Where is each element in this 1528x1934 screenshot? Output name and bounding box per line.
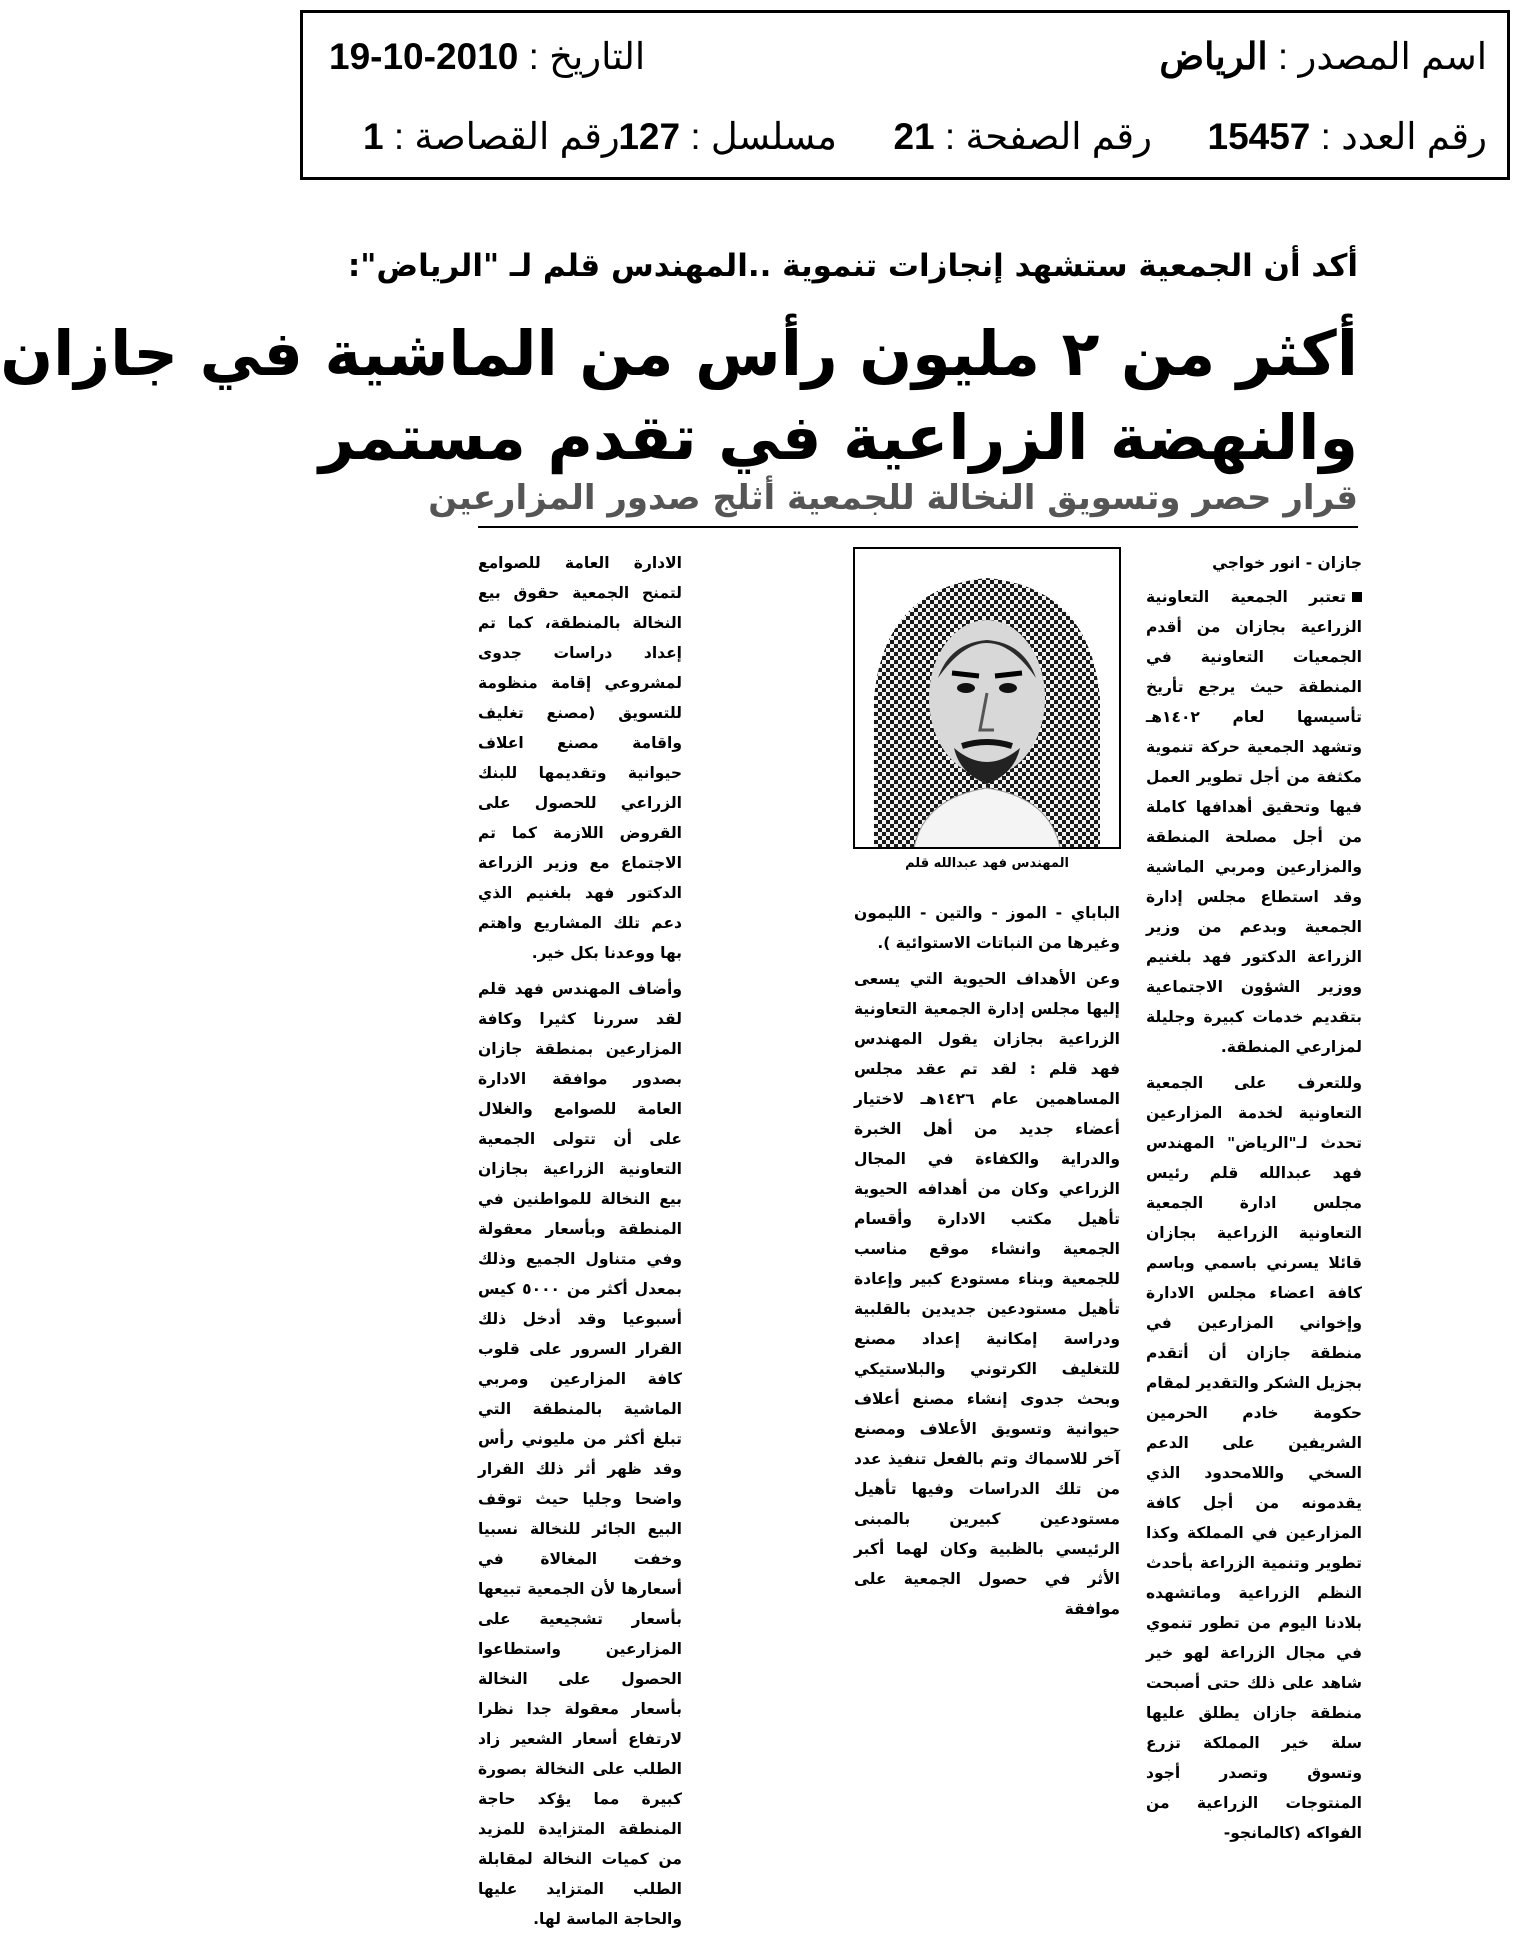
issue-field [1208,115,1488,158]
portrait-photo [854,548,1120,848]
paragraph: وأضاف المهندس فهد قلم لقد سررنا كثيرا وكافة المزارعين بمنطقة جازان بصدور موافقة الادارة العامة للصوامع والغلال على أن تتولى الجمعية التعاونية الزراعية بجازان بيع النخالة للمواطنين في المنطقة وبأسعار معقولة وفي متناول الجميع وذلك بمعدل أكثر من ٥٠٠٠ كيس أسبوعيا وقد أدخل ذلك القرار السرور على قلوب كافة المزارعين ومربي الماشية بالمنطقة التي تبلغ أكثر من مليوني رأس وقد ظهر أثر ذلك القرار واضحا وجليا حيث توقف البيع الجائر للنخالة نسبيا وخفت المغالاة في أسعارها لأن الجمعية تبيعها بأسعار تشجيعية على المزارعين واستطاعوا الحصول على النخالة بأسعار معقولة جدا نظرا لارتفاع أسعار الشعير زاد الطلب على النخالة بصورة كبيرة مما يؤكد حاجة المنطقة المتزايدة للمزيد من كميات النخالة لمقابلة الطلب المتزايد عليها والحاجة الماسة لها. [478,980,682,1928]
source-value: الرياض [1159,36,1268,77]
headline-line-2: والنهضة الزراعية في تقدم مستمر [318,401,1358,474]
paragraph-text: تعتبر الجمعية التعاونية الزراعية بجازان من أقدم الجمعيات التعاونية في المنطقة حيث يرجع تأريخ تأسيسها لعام ١٤٠٢هـ وتشهد الجمعية حركة تنموية مكثفة من أجل تطوير العمل فيها وتحقيق أهدافها كاملة من أجل مصلحة المنطقة والمزارعين ومربي الماشية وقد استطاع مجلس إدارة الجمعية وبدعم من وزير الزراعة الدكتور فهد بلغنيم ووزير الشؤون الاجتماعية بتقديم خدمات كبيرة وجليلة لمزارعي المنطقة. [1146,588,1362,1056]
byline: جازان - انور خواجي [1212,554,1362,572]
serial-label: مسلسل : [690,116,837,157]
article-column-middle [854,898,1120,1728]
paragraph-bullet-icon [1352,592,1362,602]
date-value: 2010-10-19 [329,36,519,77]
clip-label: رقم القصاصة : [393,116,620,157]
paragraph: وللتعرف على الجمعية التعاونية لخدمة المزارعين تحدث لـ"الرياض" المهندس فهد عبدالله قلم رئيس مجلس ادارة الجمعية التعاونية الزراعية بجازان قائلا يسرني باسمي وباسم كافة اعضاء مجلس الادارة وإخواني المزارعين في منطقة جازان أن أتقدم بجزيل الشكر والتقدير لمقام حكومة خادم الحرمين الشريفين على الدعم السخي واللامحدود الذي يقدمونه من أجل كافة المزارعين في المملكة وكذا تطوير وتنمية الزراعة بأحدث النظم الزراعية وماتشهده بلادنا اليوم من تطور تنموي في مجال الزراعة لهو خير شاهد على ذلك حتى أصبحت منطقة جازان يطلق عليها سلة خير المملكة تزرع وتسوق وتصدر أجود المنتوجات الزراعية من الفواكه (كالمانجو- [1146,1074,1362,1842]
serial-value: 127 [618,116,681,157]
clipping-header [300,10,1510,180]
issue-value: 15457 [1207,116,1311,157]
headline-line-1: أكثر من ٢ مليون رأس من الماشية في جازان [0,317,1358,390]
portrait-image [854,548,1120,848]
source-label: اسم المصدر : [1277,36,1487,77]
date-label: التاريخ : [528,36,646,77]
article-column-right [1146,548,1362,1842]
page-field [893,115,1152,158]
clip-field [363,115,620,158]
portrait-illustration [854,548,1120,848]
article-column-left [478,548,682,1928]
issue-label: رقم العدد : [1320,116,1487,157]
date-field [329,35,645,78]
article-kicker: أكد أن الجمعية ستشهد إنجازات تنموية ..المهندس قلم لـ "الرياض": [347,248,1358,284]
paragraph: الباباي - الموز - والتين - الليمون وغيرها من النباتات الاستوائية ). [854,904,1120,952]
serial-field [618,115,837,158]
paragraph: وعن الأهداف الحيوية التي يسعى إليها مجلس إدارة الجمعية التعاونية الزراعية بجازان يقول المهندس فهد قلم : لقد تم عقد مجلس المساهمين عام ١٤٢٦هـ لاختيار أعضاء جديد من أهل الخبرة والدراية والكفاءة في المجال الزراعي وكان من أهدافه الحيوية تأهيل مكتب الادارة وأقسام الجمعية وانشاء موقع مناسب للجمعية وبناء مستودع كبير وإعادة تأهيل مستودعين جديدين بالقلبية ودراسة إمكانية إعداد مصنع للتغليف الكرتوني والبلاستيكي وبحث جدوى إنشاء مصنع أعلاف حيوانية وتسويق الأعلاف ومصنع آخر للاسماك وتم بالفعل تنفيذ عدد من تلك الدراسات وفيها تأهيل مستودعين كبيرين بالمبنى الرئيسي بالظبية وكان لهما أكبر الأثر في حصول الجمعية على موافقة [854,970,1120,1618]
header-row-1 [303,35,1507,95]
paragraph [1146,582,1362,1062]
paragraph: الادارة العامة للصوامع لتمنح الجمعية حقوق بيع النخالة بالمنطقة، كما تم إعداد دراسات جدوى لمشروعي إقامة منظومة للتسويق (مصنع تغليف واقامة مصنع اعلاف حيوانية وتقديمها للبنك الزراعي للحصول على القروض اللازمة كما تم الاجتماع مع وزير الزراعة الدكتور فهد بلغنيم الذي دعم تلك المشاريع واهتم بها ووعدنا بكل خير. [478,554,682,962]
header-row-2 [303,115,1507,175]
photo-caption: المهندس فهد عبدالله قلم [905,856,1069,871]
page-value: 21 [893,116,935,157]
article-headline [0,312,1358,480]
article-subheadline: قرار حصر وتسويق النخالة للجمعية أثلج صدور المزارعين [478,478,1358,528]
page-label: رقم الصفحة : [944,116,1152,157]
source-field [1159,35,1487,78]
clip-value: 1 [363,116,384,157]
